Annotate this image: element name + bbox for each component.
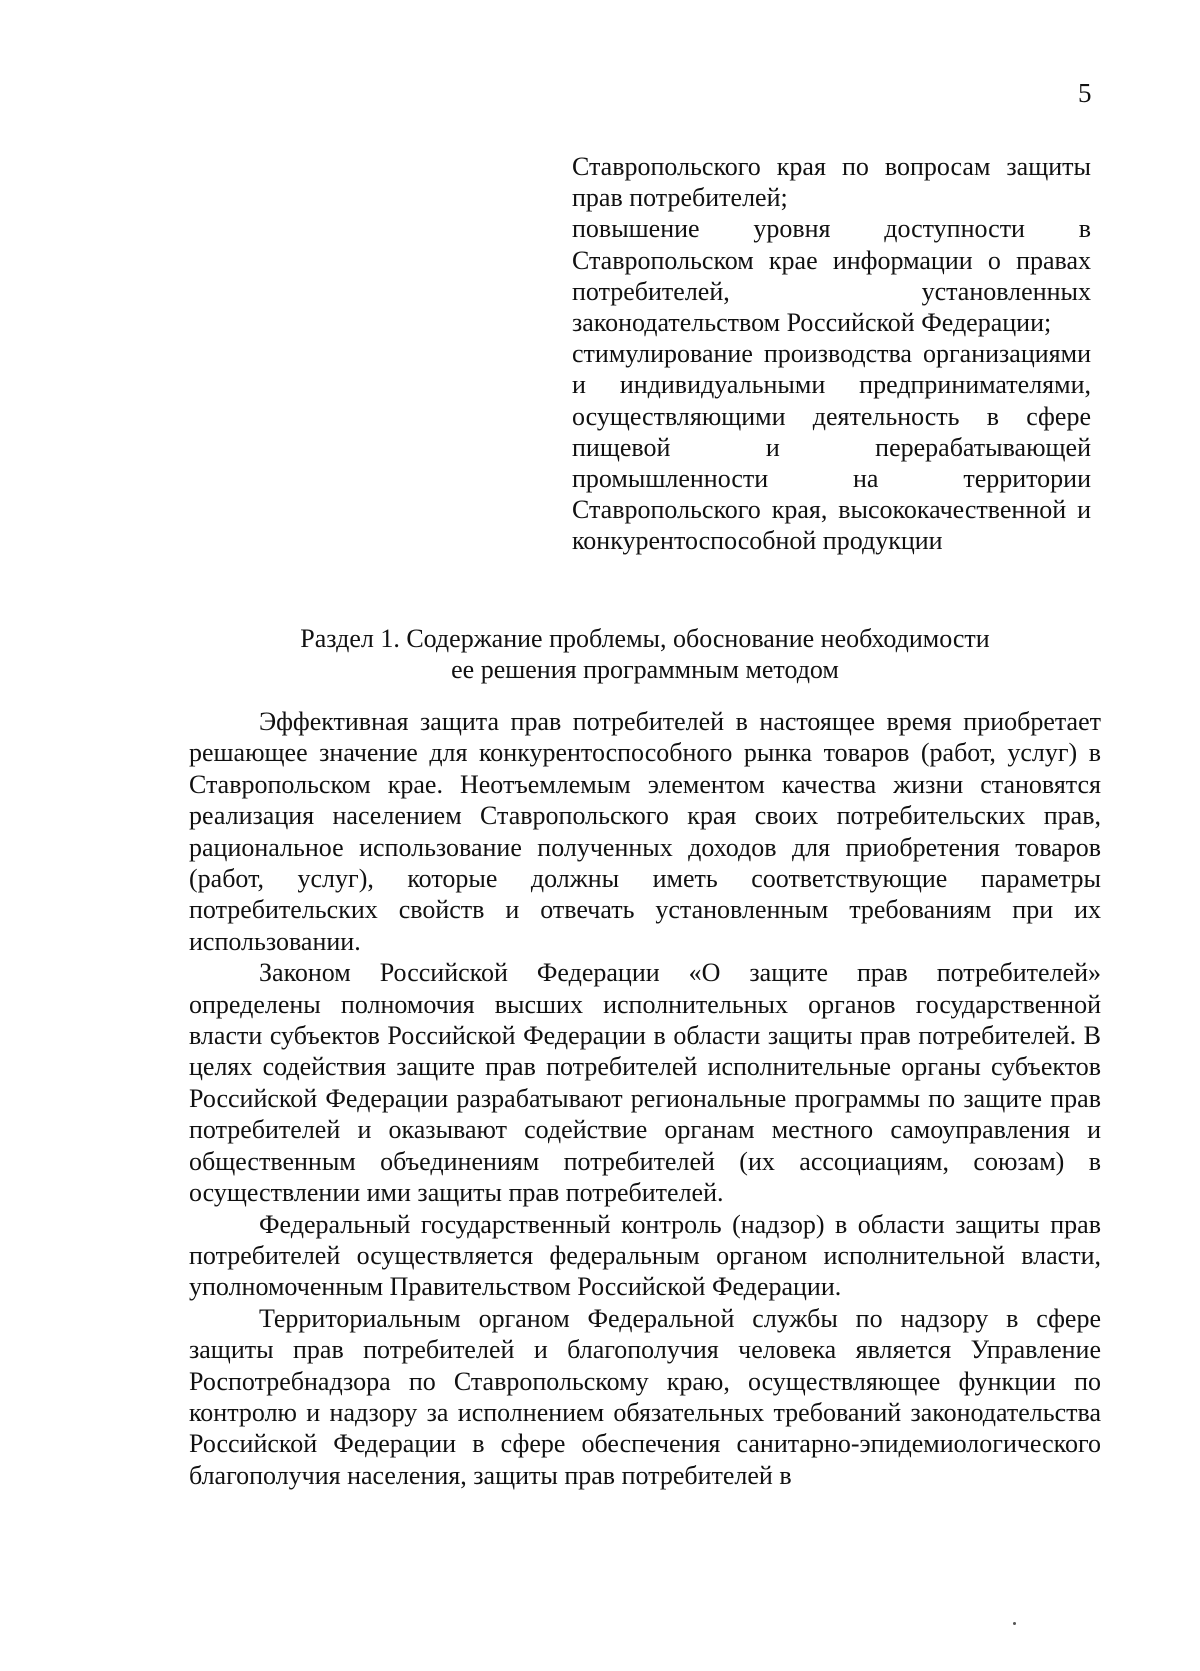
section-heading-line: ее решения программным методом <box>451 655 839 684</box>
section-body <box>189 706 1101 1491</box>
section-heading <box>190 623 1100 685</box>
goal-item: стимулирование производства организациями и индивидуальными предпринимателями, осуществляющими деятельность в сфере пищевой и перерабатывающей промышленности на территории Ставропольского края, высококачественной и конкурентоспособной продукции <box>572 339 1091 556</box>
goals-list <box>572 151 1091 557</box>
goal-item: повышение уровня доступности в Ставропольском крае информации о правах потребителей, установленных законодательством Российской Федерации; <box>572 214 1091 338</box>
body-paragraph: Эффективная защита прав потребителей в настоящее время приобретает решающее значение для конкурентоспособного рынка товаров (работ, услуг) в Ставропольском крае. Неотъемлемым элементом качества жизни становятся реализация населением Ставропольского края своих потребительских прав, рациональное использование полученных доходов для приобретения товаров (работ, услуг), которые должны иметь соответствующие параметры потребительских свойств и отвечать установленным требованиям при их использовании. <box>189 707 1101 956</box>
goal-item: Ставропольского края по вопросам защиты прав потребителей; <box>572 152 1091 213</box>
section-heading-line: Раздел 1. Содержание проблемы, обоснование необходимости <box>300 624 990 653</box>
body-paragraph: Законом Российской Федерации «О защите прав потребителей» определены полномочия высших исполнительных органов государственной власти субъектов Российской Федерации в области защиты прав потребителей. В целях содействия защите прав потребителей исполнительные органы субъектов Российской Федерации разрабатывают региональные программы по защите прав потребителей и оказывают содействие органам местного самоуправления и общественным объединениям потребителей (их ассоциациям, союзам) в осуществлении ими защиты прав потребителей. <box>189 958 1101 1208</box>
page-number: 5 <box>1078 78 1092 108</box>
scan-speck <box>1013 1622 1016 1625</box>
body-paragraph: Федеральный государственный контроль (надзор) в области защиты прав потребителей осуществляется федеральным органом исполнительной власти, уполномоченным Правительством Российской Федерации. <box>189 1209 1101 1302</box>
body-paragraph: Территориальным органом Федеральной службы по надзору в сфере защиты прав потребителей и благополучия человека является Управление Роспотребнадзора по Ставропольскому краю, осуществляющее функции по контролю и надзору за исполнением обязательных требований законодательства Российской Федерации в сфере обеспечения санитарно-эпидемиологического благополучия населения, защиты прав потребителей в <box>189 1303 1101 1490</box>
